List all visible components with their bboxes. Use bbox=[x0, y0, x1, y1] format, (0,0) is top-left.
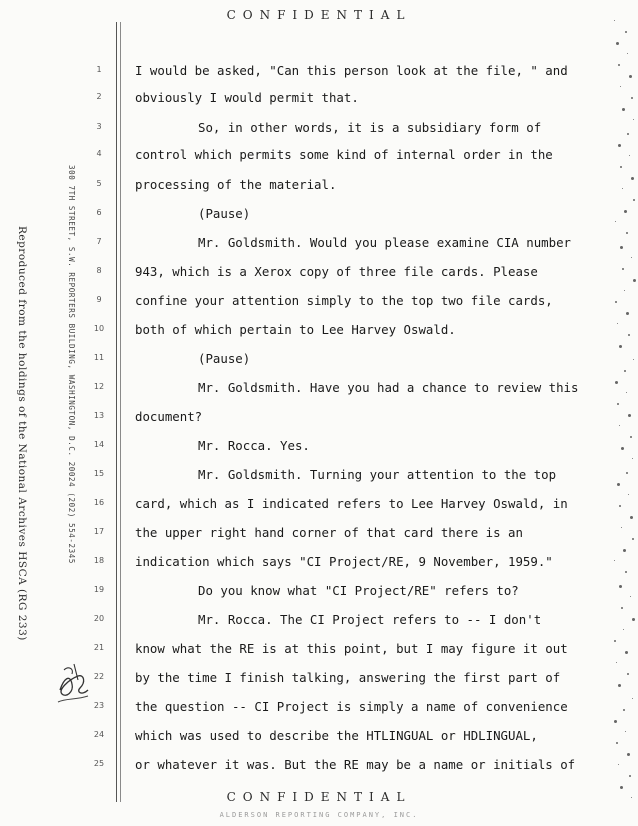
line-number: 3 bbox=[96, 122, 102, 131]
scan-speck bbox=[630, 596, 631, 597]
scan-speck bbox=[621, 607, 623, 609]
transcript-line: So, in other words, it is a subsidiary form of bbox=[198, 120, 542, 135]
line-number: 25 bbox=[93, 759, 105, 768]
line-number: 8 bbox=[96, 266, 102, 275]
scan-speck bbox=[631, 257, 632, 258]
line-number: 5 bbox=[96, 179, 102, 188]
transcript-line: indication which says "CI Project/RE, 9 November, 1959." bbox=[135, 554, 553, 569]
line-number: 17 bbox=[93, 527, 105, 536]
scan-speck bbox=[625, 571, 627, 573]
scan-speck bbox=[625, 31, 627, 33]
transcript-line: obviously I would permit that. bbox=[135, 90, 359, 105]
margin-rule-secondary bbox=[120, 22, 121, 802]
scan-speck bbox=[621, 527, 622, 528]
scan-edge-noise bbox=[614, 20, 636, 810]
scan-speck bbox=[623, 629, 624, 630]
scan-speck bbox=[617, 323, 618, 324]
scan-speck bbox=[632, 698, 633, 699]
scan-speck bbox=[627, 133, 629, 135]
scan-speck bbox=[628, 494, 629, 495]
reporter-stamp: ALDERSON REPORTING COMPANY, INC. bbox=[219, 811, 419, 819]
line-number: 18 bbox=[93, 556, 105, 565]
transcript-line: or whatever it was. But the RE may be a name or initials of bbox=[135, 757, 576, 772]
line-number: 20 bbox=[93, 614, 105, 623]
line-number: 9 bbox=[96, 295, 102, 304]
transcript-line: Mr. Goldsmith. Turning your attention to the top bbox=[198, 467, 557, 482]
transcript-line: 943, which is a Xerox copy of three file cards. Please bbox=[135, 264, 538, 279]
line-number: 4 bbox=[96, 149, 102, 158]
line-number: 11 bbox=[93, 353, 105, 362]
line-number: 16 bbox=[93, 498, 105, 507]
scan-speck bbox=[624, 370, 626, 372]
scan-speck bbox=[623, 549, 626, 552]
scan-speck bbox=[623, 709, 625, 711]
scan-speck bbox=[619, 345, 622, 348]
scan-speck bbox=[626, 472, 628, 474]
scan-speck bbox=[615, 301, 617, 303]
line-number: 21 bbox=[93, 643, 105, 652]
line-number: 13 bbox=[93, 411, 105, 420]
scan-speck bbox=[627, 673, 629, 675]
scan-speck bbox=[615, 221, 616, 222]
scan-speck bbox=[625, 651, 628, 654]
transcript-line: the upper right hand corner of that card there is an bbox=[135, 525, 523, 540]
scan-speck bbox=[620, 786, 623, 789]
scan-speck bbox=[621, 447, 624, 450]
scan-speck bbox=[624, 290, 625, 291]
scan-speck bbox=[619, 585, 622, 588]
transcript-line: (Pause) bbox=[198, 351, 251, 366]
scan-speck bbox=[632, 618, 635, 621]
transcript-line: I would be asked, "Can this person look at the file, " and bbox=[135, 63, 568, 78]
line-number: 1 bbox=[96, 65, 102, 74]
transcript-line: Do you know what "CI Project/RE" refers to? bbox=[198, 583, 519, 598]
transcript-line: card, which as I indicated refers to Lee Harvey Oswald, in bbox=[135, 496, 568, 511]
scan-speck bbox=[622, 268, 624, 270]
scan-speck bbox=[625, 731, 626, 732]
line-number: 7 bbox=[96, 237, 102, 246]
scan-speck bbox=[624, 210, 627, 213]
line-number: 15 bbox=[93, 469, 105, 478]
scan-speck bbox=[632, 538, 634, 540]
transcript-line: confine your attention simply to the top two file cards, bbox=[135, 293, 553, 308]
scan-speck bbox=[616, 662, 617, 663]
line-number: 2 bbox=[96, 92, 102, 101]
scan-speck bbox=[614, 20, 615, 21]
reporter-address-note: 300 7TH STREET, S.W. REPORTERS BUILDING, WASHINGTON, D.C. 20024 (202) 554-2345 bbox=[67, 165, 76, 564]
transcript-line: know what the RE is at this point, but I may figure it out bbox=[135, 641, 568, 656]
scan-speck bbox=[627, 53, 628, 54]
scan-speck bbox=[633, 279, 636, 282]
scan-speck bbox=[633, 359, 634, 360]
archive-reproduction-note: Reproduced from the holdings of the National Archives HSCA (RG 233) bbox=[16, 226, 28, 641]
line-number: 23 bbox=[93, 701, 105, 710]
scan-speck bbox=[620, 86, 621, 87]
line-number: 10 bbox=[93, 324, 105, 333]
scan-speck bbox=[614, 560, 615, 561]
scan-speck bbox=[626, 232, 628, 234]
handwritten-initials-icon bbox=[54, 660, 92, 706]
scan-speck bbox=[618, 64, 620, 66]
transcript-line: Mr. Goldsmith. Would you please examine CIA number bbox=[198, 235, 571, 250]
margin-rule bbox=[116, 22, 117, 802]
scan-speck bbox=[633, 199, 635, 201]
scan-speck bbox=[632, 458, 633, 459]
line-number: 12 bbox=[93, 382, 105, 391]
transcript-line: control which permits some kind of internal order in the bbox=[135, 147, 553, 162]
scan-speck bbox=[620, 246, 623, 249]
scan-speck bbox=[629, 775, 631, 777]
transcript-line: Mr. Rocca. The CI Project refers to -- I don't bbox=[198, 612, 542, 627]
transcript-line: the question -- CI Project is simply a name of convenience bbox=[135, 699, 568, 714]
scan-speck bbox=[629, 155, 630, 156]
scan-speck bbox=[619, 505, 621, 507]
scan-speck bbox=[615, 381, 618, 384]
scan-speck bbox=[631, 97, 633, 99]
scan-speck bbox=[629, 75, 632, 78]
transcript-line: both of which pertain to Lee Harvey Oswald. bbox=[135, 322, 456, 337]
scan-speck bbox=[616, 42, 619, 45]
transcript-line: by the time I finish talking, answering the first part of bbox=[135, 670, 561, 685]
scan-speck bbox=[620, 166, 622, 168]
line-number: 24 bbox=[93, 730, 105, 739]
page-header: CONFIDENTIAL bbox=[226, 8, 412, 22]
line-number: 6 bbox=[96, 208, 102, 217]
scan-speck bbox=[630, 516, 633, 519]
line-number: 14 bbox=[93, 440, 105, 449]
scan-speck bbox=[631, 177, 634, 180]
scan-speck bbox=[617, 483, 620, 486]
scan-speck bbox=[618, 764, 619, 765]
transcript-line: (Pause) bbox=[198, 206, 251, 221]
scan-speck bbox=[626, 392, 627, 393]
scan-speck bbox=[633, 119, 634, 120]
transcript-line: which was used to describe the HTLINGUAL or HDLINGUAL, bbox=[135, 728, 538, 743]
scan-speck bbox=[616, 742, 618, 744]
scan-speck bbox=[626, 312, 629, 315]
scan-speck bbox=[627, 753, 630, 756]
scan-speck bbox=[630, 436, 632, 438]
scan-speck bbox=[628, 414, 631, 417]
scan-speck bbox=[622, 108, 625, 111]
transcript-line: document? bbox=[135, 409, 203, 424]
scan-speck bbox=[614, 720, 617, 723]
scan-speck bbox=[618, 144, 621, 147]
scan-speck bbox=[618, 684, 621, 687]
scan-speck bbox=[619, 425, 620, 426]
transcript-line: processing of the material. bbox=[135, 177, 337, 192]
scan-speck bbox=[628, 334, 630, 336]
transcript-line: Mr. Rocca. Yes. bbox=[198, 438, 310, 453]
scan-speck bbox=[622, 188, 623, 189]
scan-speck bbox=[617, 403, 619, 405]
line-number: 22 bbox=[93, 672, 105, 681]
transcript-line: Mr. Goldsmith. Have you had a chance to review this bbox=[198, 380, 579, 395]
scan-speck bbox=[614, 640, 616, 642]
line-number: 19 bbox=[93, 585, 105, 594]
page-footer: CONFIDENTIAL bbox=[226, 790, 412, 804]
